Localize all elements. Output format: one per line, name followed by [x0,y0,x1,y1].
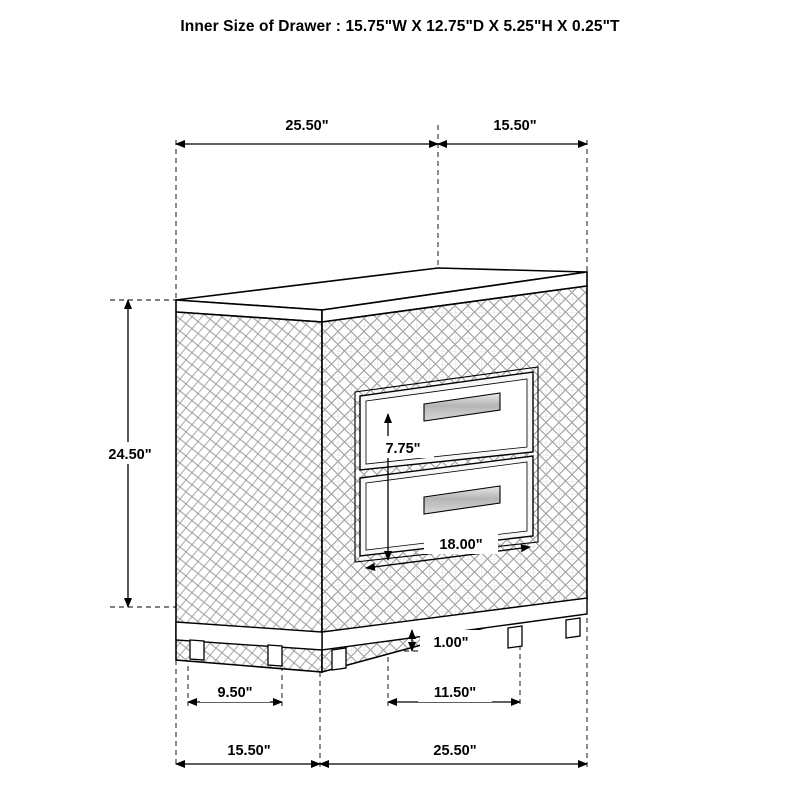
page-title: Inner Size of Drawer : 15.75"W X 12.75"D X 5.25"H X 0.25"T [180,18,620,35]
label-bottom-left: 15.50" [227,743,271,759]
label-leg-height: 1.00" [433,635,469,651]
leg-back-right [566,618,580,638]
label-drawer-width: 18.00" [439,537,483,553]
leg-front-right [508,626,522,648]
label-bottom-right: 25.50" [433,743,477,759]
label-leg-span-left: 9.50" [217,685,253,701]
label-leg-span-front: 11.50" [433,685,477,701]
label-side-height: 24.50" [108,447,152,463]
label-top-width: 15.50" [493,118,537,134]
leg-front-center [332,648,346,670]
label-drawer-height: 7.75" [385,441,421,457]
side-panel [176,312,322,672]
leg-front-left [268,645,282,666]
nightstand-body [176,268,587,672]
label-top-depth: 25.50" [285,118,329,134]
leg-back-left [190,640,204,660]
